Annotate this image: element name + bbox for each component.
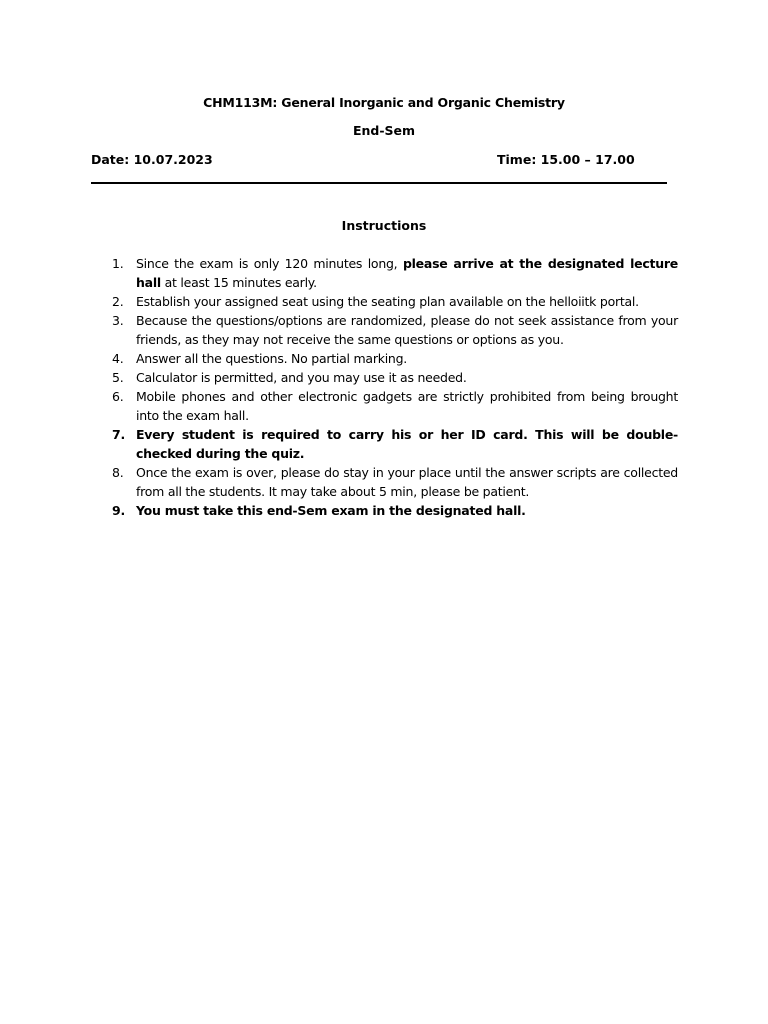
instruction-number: 5. bbox=[112, 370, 124, 385]
instruction-item-9 bbox=[108, 501, 678, 520]
instruction-text: Calculator is permitted, and you may use it as needed. bbox=[136, 370, 467, 385]
instruction-number: 8. bbox=[112, 465, 124, 480]
instruction-item-7 bbox=[108, 425, 678, 463]
instruction-item-3 bbox=[108, 311, 678, 349]
exam-type: End-Sem bbox=[352, 123, 416, 138]
instruction-text: Since the exam is only 120 minutes long, bbox=[136, 256, 403, 271]
instruction-text: at least 15 minutes early. bbox=[160, 275, 317, 290]
instruction-number: 9. bbox=[112, 503, 125, 518]
instruction-item-1 bbox=[108, 254, 678, 292]
instruction-number: 2. bbox=[112, 294, 124, 309]
instruction-item-6 bbox=[108, 387, 678, 425]
instruction-item-4 bbox=[108, 349, 678, 368]
instruction-text: You must take this end-Sem exam in the designated hall. bbox=[136, 503, 526, 518]
instruction-text-emphasis: please arrive at the designated lecture hall bbox=[136, 256, 679, 290]
instruction-number: 1. bbox=[112, 256, 124, 271]
instruction-item-2 bbox=[108, 292, 678, 311]
course-title: CHM113M: General Inorganic and Organic Chemistry bbox=[203, 95, 565, 110]
header-divider bbox=[91, 182, 667, 184]
instruction-text: Mobile phones and other electronic gadgets are strictly prohibited from being brought into the exam hall. bbox=[136, 389, 678, 423]
instruction-text: Every student is required to carry his or her ID card. This will be double-checked during the quiz. bbox=[136, 427, 678, 461]
instruction-text: Establish your assigned seat using the seating plan available on the helloiitk portal. bbox=[136, 294, 639, 309]
instruction-text: Because the questions/options are randomized, please do not seek assistance from your friends, as they may not receive the same questions or options as you. bbox=[136, 313, 678, 347]
instruction-item-5 bbox=[108, 368, 678, 387]
instruction-number: 7. bbox=[112, 427, 125, 442]
exam-date: Date: 10.07.2023 bbox=[91, 152, 213, 167]
instructions-heading: Instructions bbox=[341, 218, 427, 233]
instruction-number: 4. bbox=[112, 351, 124, 366]
instruction-number: 6. bbox=[112, 389, 124, 404]
instruction-list bbox=[108, 254, 678, 520]
instruction-text: Once the exam is over, please do stay in your place until the answer scripts are collected from all the students. It may take about 5 min, please be patient. bbox=[136, 465, 678, 499]
instruction-number: 3. bbox=[112, 313, 124, 328]
exam-time: Time: 15.00 – 17.00 bbox=[497, 152, 635, 167]
instruction-text: Answer all the questions. No partial marking. bbox=[136, 351, 407, 366]
instruction-item-8 bbox=[108, 463, 678, 501]
